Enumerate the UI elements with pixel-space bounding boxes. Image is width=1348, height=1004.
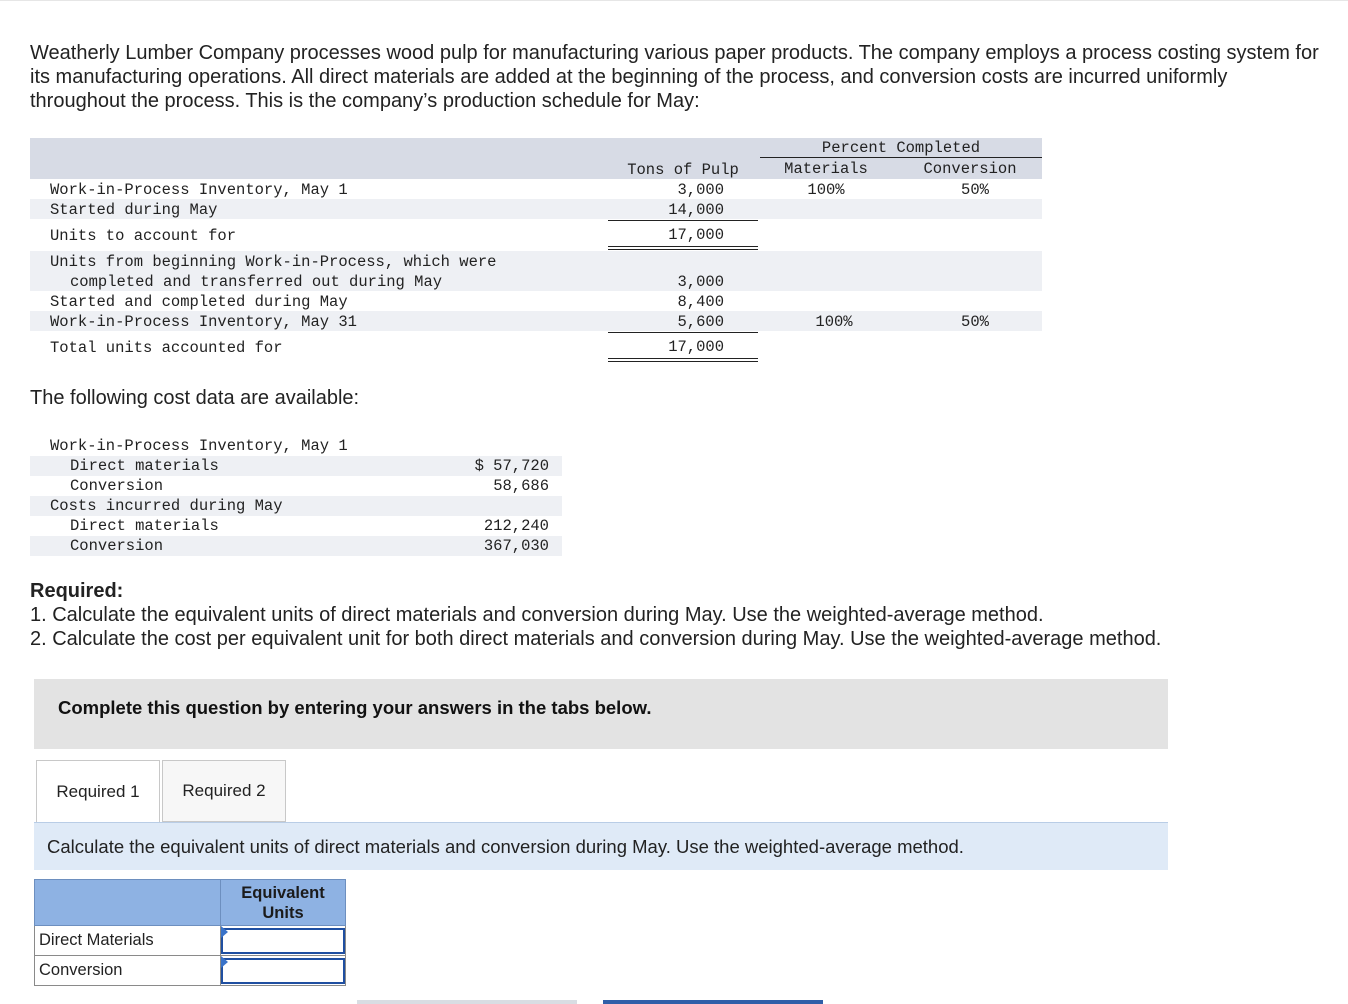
cost-value-dm-incurred: 212,240 [483, 517, 549, 535]
tons-wip-may31: 5,600 [677, 313, 724, 331]
required-section [30, 579, 1161, 651]
subtotal-rule [608, 332, 758, 333]
required-item-2: 2. Calculate the cost per equivalent unit for both direct materials and conversion during May. Use the weighted-average method. [30, 628, 1162, 650]
conversion-wip-may31: 50% [961, 313, 989, 331]
cost-data-intro: The following cost data are available: [30, 387, 360, 409]
cost-value-dm-beginning: $ 57,720 [474, 457, 549, 475]
row-label-from-beginning: Units from beginning Work-in-Process, which were [50, 253, 497, 271]
header-rule [760, 157, 1042, 158]
answer-cell [221, 956, 346, 986]
cost-label-dm-beginning: Direct materials [70, 457, 219, 475]
required-item-1: 1. Calculate the equivalent units of direct materials and conversion during May. Use the weighted-average method. [30, 604, 1044, 626]
top-divider [0, 0, 1348, 1]
row-label-from-beginning-cont: completed and transferred out during May [70, 273, 443, 291]
tons-started: 14,000 [668, 201, 724, 219]
cost-value-conv-incurred: 367,030 [483, 537, 549, 555]
input-marker-icon [221, 926, 228, 938]
total-double-rule [608, 246, 758, 247]
conversion-units-input[interactable] [221, 958, 345, 984]
cost-label-dm-incurred: Direct materials [70, 517, 219, 535]
complete-prompt: Complete this question by entering your answers in the tabs below. [58, 697, 652, 718]
tons-wip-may1: 3,000 [677, 181, 724, 199]
cost-label-conv-incurred: Conversion [70, 537, 164, 555]
direct-materials-units-input[interactable] [221, 928, 345, 954]
required-heading: Required: [30, 580, 124, 602]
cost-label-incurred: Costs incurred during May [50, 497, 283, 515]
equivalent-units-table [34, 879, 346, 986]
tons-accounted-for: 17,000 [668, 338, 724, 356]
tons-from-beginning: 3,000 [677, 273, 724, 291]
subtotal-rule [608, 220, 758, 221]
header-line-1: Equivalent [241, 883, 325, 902]
input-marker-icon [221, 956, 228, 968]
row-label-accounted-for: Total units accounted for [50, 339, 283, 357]
complete-prompt-box [34, 679, 1168, 749]
cost-value-conv-beginning: 58,686 [493, 477, 549, 495]
conversion-header: Conversion [923, 160, 1017, 178]
tab-instruction: Calculate the equivalent units of direct materials and conversion during May. Use the weighted-average method. [47, 836, 964, 857]
header-line-2: Units [262, 903, 304, 922]
materials-header: Materials [784, 160, 868, 178]
row-label-conversion: Conversion [35, 956, 221, 986]
row-label-started-completed: Started and completed during May [50, 293, 348, 311]
row-label-to-account: Units to account for [50, 227, 237, 245]
table-row [35, 956, 346, 986]
total-double-rule [608, 361, 758, 362]
tab-required-2[interactable]: Required 2 [162, 760, 286, 822]
table-header-blank [35, 880, 221, 926]
tons-of-pulp-header: Tons of Pulp [627, 161, 739, 179]
prev-nav-button[interactable] [357, 1000, 577, 1004]
materials-wip-may1: 100% [807, 181, 845, 199]
problem-intro: Weatherly Lumber Company processes wood pulp for manufacturing various paper products. The company employs a process costing system for its manufacturing operations. All direct materials are added at the beginning of the process, and conversion costs are incurred uniformly throughout the process. This is the company’s production schedule for May: [30, 42, 1319, 112]
percent-completed-header: Percent Completed [821, 139, 981, 157]
row-label-wip-may1: Work-in-Process Inventory, May 1 [50, 181, 348, 199]
conversion-wip-may1: 50% [961, 181, 989, 199]
table-header-row [35, 880, 346, 926]
total-double-rule [608, 358, 758, 359]
row-label-wip-may31: Work-in-Process Inventory, May 31 [50, 313, 357, 331]
tons-started-completed: 8,400 [677, 293, 724, 311]
next-nav-button[interactable] [603, 1000, 823, 1004]
answer-cell [221, 926, 346, 956]
table-header-equivalent-units [221, 880, 346, 926]
cost-label-conv-beginning: Conversion [70, 477, 164, 495]
row-label-direct-materials: Direct Materials [35, 926, 221, 956]
total-double-rule [608, 249, 758, 250]
row-label-started: Started during May [50, 201, 218, 219]
tab-required-1[interactable]: Required 1 [36, 760, 160, 823]
table-row [35, 926, 346, 956]
cost-label-wip-may1: Work-in-Process Inventory, May 1 [50, 437, 348, 455]
tons-to-account: 17,000 [668, 226, 724, 244]
tab-instruction-bar [34, 822, 1168, 870]
materials-wip-may31: 100% [815, 313, 853, 331]
